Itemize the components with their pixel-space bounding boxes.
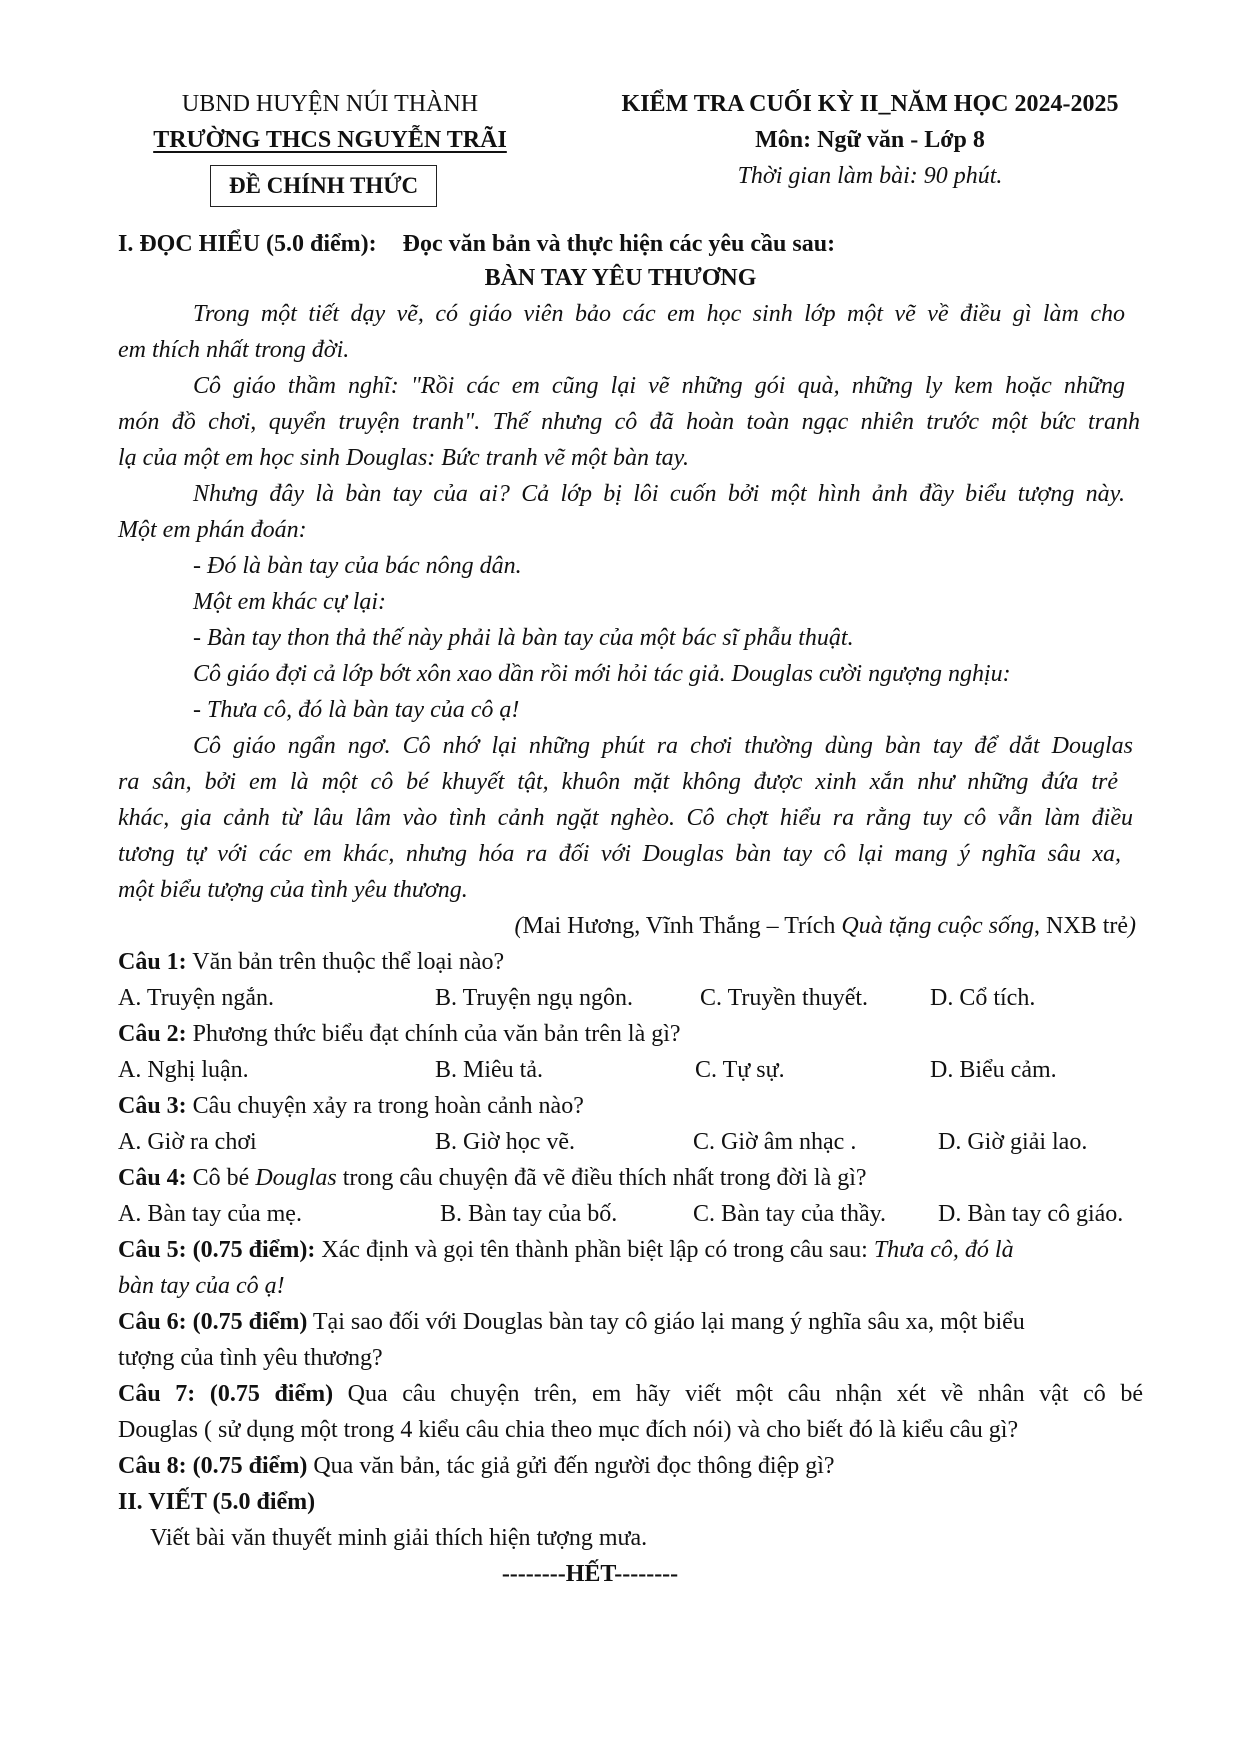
passage-line: em thích nhất trong đời. — [118, 337, 350, 363]
passage-line: khác, gia cảnh từ lâu lâm vào tình cảnh ngặt nghèo. Cô chợt hiểu ra rằng tuy cô vẫn làm điều — [118, 805, 1133, 831]
option-c: C. Tự sự. — [695, 1057, 785, 1083]
passage-line: - Thưa cô, đó là bàn tay của cô ạ! — [193, 697, 520, 723]
option-c: C. Bàn tay của thầy. — [693, 1201, 887, 1227]
option-d: D. Bàn tay cô giáo. — [938, 1201, 1124, 1227]
passage-line: Một em khác cự lại: — [193, 589, 387, 615]
subject-line: Môn: Ngữ văn - Lớp 8 — [755, 127, 985, 153]
option-c: C. Giờ âm nhạc . — [693, 1129, 857, 1155]
option-a: A. Bàn tay của mẹ. — [118, 1201, 302, 1227]
option-b: B. Truyện ngụ ngôn. — [435, 985, 634, 1011]
question-4: Câu 4: Cô bé Douglas trong câu chuyện đã vẽ điều thích nhất trong đời là gì? — [118, 1165, 867, 1191]
option-d: D. Giờ giải lao. — [938, 1129, 1088, 1155]
passage-line: - Đó là bàn tay của bác nông dân. — [193, 553, 522, 579]
question-6: Câu 6: (0.75 điểm) Tại sao đối với Douglas bàn tay cô giáo lại mang ý nghĩa sâu xa, một biểu — [118, 1309, 1025, 1335]
passage-line: món đồ chơi, quyển truyện tranh". Thế nhưng cô đã hoàn toàn ngạc nhiên trước một bức tranh — [118, 409, 1140, 435]
question-3: Câu 3: Câu chuyện xảy ra trong hoàn cảnh nào? — [118, 1093, 584, 1119]
option-b: B. Bàn tay của bố. — [440, 1201, 618, 1227]
question-4-options — [0, 1196, 1241, 1230]
question-1: Câu 1: Văn bản trên thuộc thể loại nào? — [118, 949, 505, 975]
question-8: Câu 8: (0.75 điểm) Qua văn bản, tác giả gửi đến người đọc thông điệp gì? — [118, 1453, 835, 1479]
time-limit: Thời gian làm bài: 90 phút. — [737, 163, 1003, 189]
passage-line: Một em phán đoán: — [118, 517, 307, 543]
passage-line: lạ của một em học sinh Douglas: Bức tranh vẽ một bàn tay. — [118, 445, 690, 471]
passage-line: Trong một tiết dạy vẽ, có giáo viên bảo các em học sinh lớp một vẽ về điều gì làm cho — [193, 301, 1125, 327]
question-6-line2: tượng của tình yêu thương? — [118, 1345, 383, 1371]
passage-line: Cô giáo đợi cả lớp bớt xôn xao dần rồi mới hỏi tác giả. Douglas cười ngượng nghịu: — [193, 661, 1011, 687]
section2-heading: II. VIẾT (5.0 điểm) — [118, 1489, 316, 1515]
question-2: Câu 2: Phương thức biểu đạt chính của văn bản trên là gì? — [118, 1021, 681, 1047]
question-7-line2: Douglas ( sử dụng một trong 4 kiểu câu chia theo mục đích nói) và cho biết đó là kiểu câu gì? — [118, 1417, 1019, 1443]
option-d: D. Biểu cảm. — [930, 1057, 1057, 1083]
question-7: Câu 7: (0.75 điểm) Qua câu chuyện trên, em hãy viết một câu nhận xét về nhân vật cô bé — [118, 1381, 1143, 1407]
section1-heading-line — [118, 226, 835, 262]
option-a: A. Giờ ra chơi — [118, 1129, 257, 1155]
passage-line: Cô giáo thầm nghĩ: "Rồi các em cũng lại vẽ những gói quà, những ly kem hoặc những — [193, 373, 1125, 399]
question-2-options — [0, 1052, 1241, 1086]
question-5: Câu 5: (0.75 điểm): Xác định và gọi tên thành phần biệt lập có trong câu sau: Thưa cô, đó là — [118, 1237, 1014, 1263]
official-box-wrapper — [210, 165, 437, 207]
section2-prompt: Viết bài văn thuyết minh giải thích hiện tượng mưa. — [150, 1525, 648, 1551]
question-5-line2: bàn tay của cô ạ! — [118, 1273, 285, 1299]
passage-line: một biểu tượng của tình yêu thương. — [118, 877, 468, 903]
official-exam-box: ĐỀ CHÍNH THỨC — [210, 165, 437, 207]
passage-line: ra sân, bởi em là một cô bé khuyết tật, khuôn mặt không được xinh xắn như những đứa trẻ — [118, 769, 1118, 795]
question-3-options — [0, 1124, 1241, 1158]
option-d: D. Cổ tích. — [930, 985, 1036, 1011]
option-c: C. Truyền thuyết. — [700, 985, 869, 1011]
passage-line: Nhưng đây là bàn tay của ai? Cả lớp bị lôi cuốn bởi một hình ảnh đầy biểu tượng này. — [193, 481, 1125, 507]
source-citation: (Mai Hương, Vĩnh Thắng – Trích Quà tặng cuộc sống, NXB trẻ) — [514, 913, 1136, 939]
section1-instruction: Đọc văn bản và thực hiện các yêu cầu sau: — [402, 231, 836, 257]
source-book: Quà tặng cuộc sống — [841, 913, 1035, 939]
passage-line: tương tự với các em khác, nhưng hóa ra đối với Douglas bàn tay cô lại mang ý nghĩa sâu xa, — [118, 841, 1121, 867]
section1-heading: I. ĐỌC HIỂU (5.0 điểm): — [118, 231, 377, 257]
option-a: A. Nghị luận. — [118, 1057, 249, 1083]
passage-line: - Bàn tay thon thả thế này phải là bàn tay của một bác sĩ phẫu thuật. — [193, 625, 854, 651]
story-title: BÀN TAY YÊU THƯƠNG — [484, 265, 757, 291]
passage-line: Cô giáo ngẩn ngơ. Cô nhớ lại những phút ra chơi thường dùng bàn tay để dắt Douglas — [193, 733, 1133, 759]
exam-title: KIỂM TRA CUỐI KỲ II_NĂM HỌC 2024-2025 — [621, 91, 1119, 117]
option-b: B. Giờ học vẽ. — [435, 1129, 576, 1155]
end-mark: --------HẾT-------- — [501, 1561, 679, 1587]
question-1-options — [0, 980, 1241, 1014]
option-a: A. Truyện ngắn. — [118, 985, 275, 1011]
school-name: TRƯỜNG THCS NGUYỄN TRÃI — [153, 127, 507, 153]
district-name: UBND HUYỆN NÚI THÀNH — [181, 91, 479, 117]
option-b: B. Miêu tả. — [435, 1057, 543, 1083]
